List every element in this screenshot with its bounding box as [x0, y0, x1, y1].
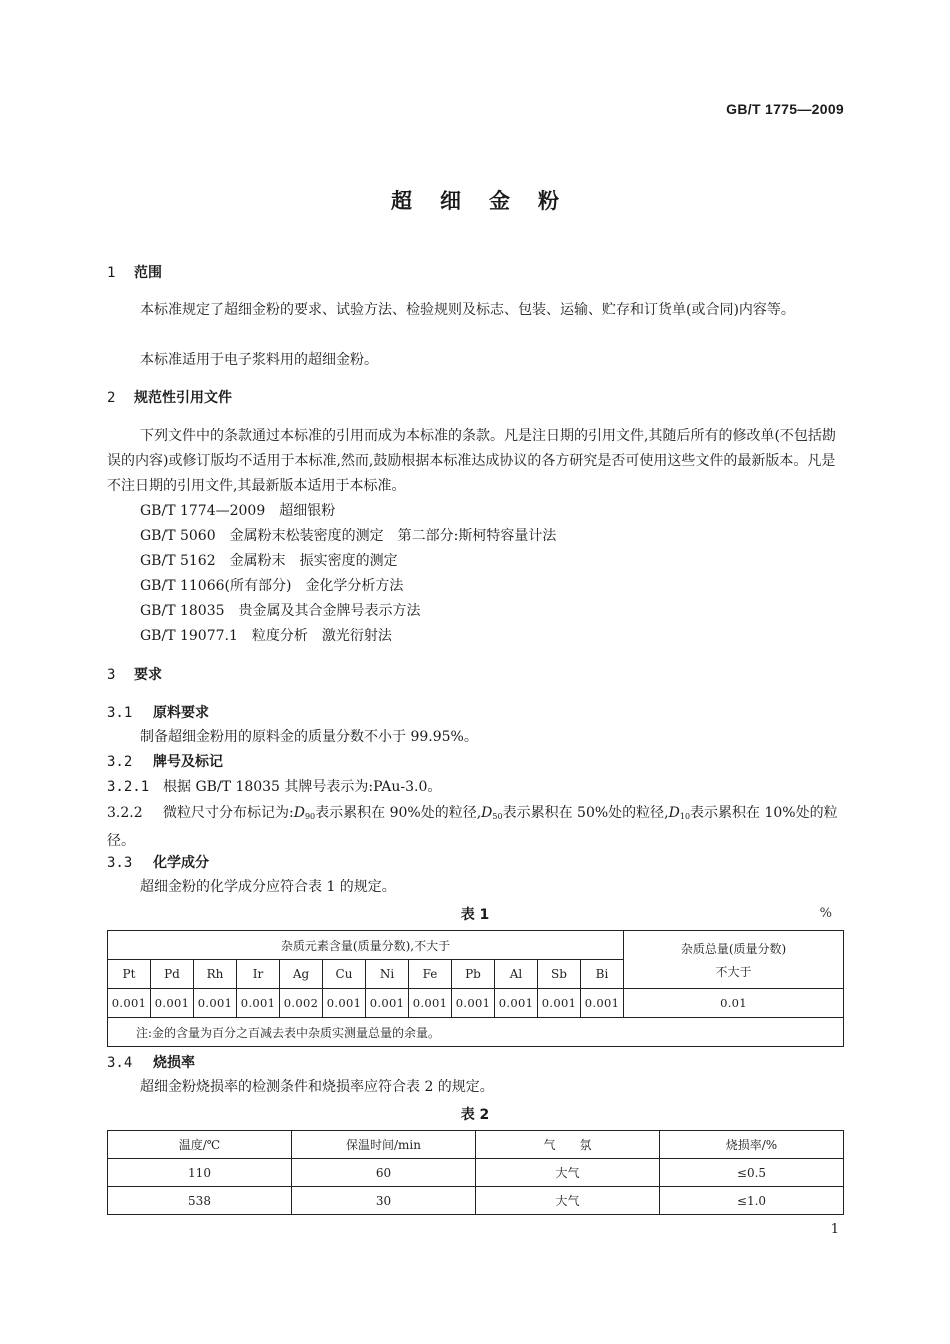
table-header-row	[108, 1131, 844, 1159]
section-number: 3	[107, 667, 116, 683]
table-cell: 0.001	[237, 989, 280, 1018]
table-total-header	[624, 931, 844, 989]
table-cell: 0.002	[280, 989, 323, 1018]
header-line: 杂质总量(质量分数)	[680, 941, 787, 956]
table-cell: 0.001	[194, 989, 237, 1018]
section-title: 要求	[134, 667, 162, 683]
reference-code: GB/T 11066(所有部分)	[140, 578, 292, 594]
section-3-4-paragraph: 超细金粉烧损率的检测条件和烧损率应符合表 2 的规定。	[140, 1079, 494, 1095]
section-title: 规范性引用文件	[134, 390, 232, 406]
table-total-cell: 0.01	[624, 989, 844, 1018]
reference-title: 贵金属及其合金牌号表示方法	[238, 603, 421, 619]
section-3-1-heading	[107, 703, 209, 723]
element-header: Bi	[581, 960, 624, 989]
table-cell: 大气	[476, 1187, 660, 1215]
section-number: 3.2	[107, 754, 133, 770]
section-1-heading	[107, 263, 162, 283]
table-group-header: 杂质元素含量(质量分数),不大于	[108, 931, 624, 960]
section-title: 化学成分	[153, 855, 209, 871]
section-3-1-paragraph: 制备超细金粉用的原料金的质量分数不小于 99.95%。	[140, 729, 478, 745]
table-row	[108, 1159, 844, 1187]
reference-item	[140, 576, 403, 596]
standard-code: GB/T 1775—2009	[726, 101, 844, 117]
section-2-paragraph: 下列文件中的条款通过本标准的引用而成为本标准的条款。凡是注日期的引用文件,其随后所有的修改单(不包括勘误的内容)或修订版均不适用于本标准,然而,鼓励根据本标准达成协议的各方研究是否可使用这些文件的最新版本。凡是不注日期的引用文件,其最新版本适用于本标准。	[107, 428, 836, 494]
table-cell: ≤0.5	[660, 1159, 844, 1187]
text-fragment: 表示累积在 50%处的粒径,	[502, 805, 669, 821]
element-header: Rh	[194, 960, 237, 989]
section-1-paragraph-2: 本标准适用于电子浆料用的超细金粉。	[140, 352, 378, 368]
table-cell: 0.001	[151, 989, 194, 1018]
reference-item	[140, 626, 392, 646]
reference-item	[140, 526, 556, 546]
element-header: Fe	[409, 960, 452, 989]
symbol-d: D	[293, 805, 305, 821]
table-cell: 0.001	[409, 989, 452, 1018]
table-cell: 0.001	[452, 989, 495, 1018]
reference-item	[140, 551, 398, 571]
column-header: 温度/℃	[108, 1131, 292, 1159]
reference-title: 金化学分析方法	[305, 578, 404, 594]
table-cell: 30	[292, 1187, 476, 1215]
reference-code: GB/T 18035	[140, 603, 225, 619]
element-header: Ag	[280, 960, 323, 989]
header-line: 不大于	[715, 964, 752, 979]
reference-title: 金属粉末 振实密度的测定	[229, 553, 398, 569]
text-fragment: 微粒尺寸分布标记为:	[163, 805, 294, 821]
element-header: Pt	[108, 960, 151, 989]
section-number: 3.4	[107, 1055, 133, 1071]
symbol-subscript: 90	[304, 812, 316, 821]
page-number: 1	[830, 1222, 839, 1237]
symbol-d: D	[481, 805, 493, 821]
section-title: 烧损率	[153, 1055, 195, 1071]
table-row	[108, 1018, 844, 1047]
table-cell: 0.001	[366, 989, 409, 1018]
symbol-d: D	[668, 805, 680, 821]
table-cell: 大气	[476, 1159, 660, 1187]
section-3-4-heading	[107, 1053, 195, 1073]
table-cell: ≤1.0	[660, 1187, 844, 1215]
table-row	[108, 1187, 844, 1215]
section-3-3-heading	[107, 853, 209, 873]
reference-title: 超细银粉	[279, 503, 336, 519]
section-number: 3.2.1	[107, 779, 150, 795]
table-1-unit: %	[819, 906, 832, 921]
symbol-subscript: 50	[492, 812, 503, 821]
symbol-subscript: 10	[679, 812, 691, 821]
table-row	[108, 989, 844, 1018]
table-1-caption: 表 1	[460, 907, 490, 923]
section-number: 3.2.2	[107, 805, 143, 821]
text-fragment: 表示累积在 10%处的粒径。	[107, 805, 838, 849]
element-header: Ni	[366, 960, 409, 989]
section-number: 1	[107, 265, 116, 281]
column-header: 烧损率/%	[660, 1131, 844, 1159]
element-header: Al	[495, 960, 538, 989]
table-1	[107, 930, 844, 1047]
table-cell: 0.001	[495, 989, 538, 1018]
element-header: Pd	[151, 960, 194, 989]
reference-title: 粒度分析 激光衍射法	[251, 628, 392, 644]
table-cell: 60	[292, 1159, 476, 1187]
text-fragment: 表示累积在 90%处的粒径,	[315, 805, 482, 821]
element-header: Cu	[323, 960, 366, 989]
section-number: 3.3	[107, 855, 133, 871]
table-cell: 0.001	[581, 989, 624, 1018]
reference-code: GB/T 1774—2009	[140, 503, 266, 519]
table-2-caption: 表 2	[460, 1107, 490, 1123]
section-number: 2	[107, 390, 116, 406]
reference-item	[140, 601, 421, 621]
column-header: 气 氛	[476, 1131, 660, 1159]
table-note: 注:金的含量为百分之百减去表中杂质实测量总量的余量。	[108, 1018, 844, 1047]
section-text: 根据 GB/T 18035 其牌号表示为:PAu-3.0。	[163, 779, 442, 795]
table-cell: 0.001	[538, 989, 581, 1018]
section-number: 3.1	[107, 705, 133, 721]
section-title: 牌号及标记	[153, 754, 223, 770]
section-2-heading	[107, 388, 232, 408]
table-2	[107, 1130, 844, 1215]
reference-item	[140, 501, 335, 521]
table-cell: 110	[108, 1159, 292, 1187]
reference-code: GB/T 5060	[140, 528, 216, 544]
section-title: 范围	[134, 265, 162, 281]
reference-code: GB/T 5162	[140, 553, 216, 569]
table-cell: 538	[108, 1187, 292, 1215]
reference-title: 金属粉末松装密度的测定 第二部分:斯柯特容量计法	[229, 528, 557, 544]
page-title: 超细金粉	[391, 189, 587, 213]
element-header: Sb	[538, 960, 581, 989]
element-header: Pb	[452, 960, 495, 989]
section-3-heading	[107, 665, 162, 685]
reference-code: GB/T 19077.1	[140, 628, 238, 644]
element-header: Ir	[237, 960, 280, 989]
section-3-2-1	[107, 777, 441, 797]
column-header: 保温时间/min	[292, 1131, 476, 1159]
section-3-2-heading	[107, 752, 223, 772]
table-cell: 0.001	[323, 989, 366, 1018]
section-3-3-paragraph: 超细金粉的化学成分应符合表 1 的规定。	[140, 879, 396, 895]
section-title: 原料要求	[153, 705, 209, 721]
section-1-paragraph-1: 本标准规定了超细金粉的要求、试验方法、检验规则及标志、包装、运输、贮存和订货单(或合同)内容等。	[140, 302, 795, 318]
table-cell: 0.001	[108, 989, 151, 1018]
section-3-2-2	[107, 801, 843, 854]
